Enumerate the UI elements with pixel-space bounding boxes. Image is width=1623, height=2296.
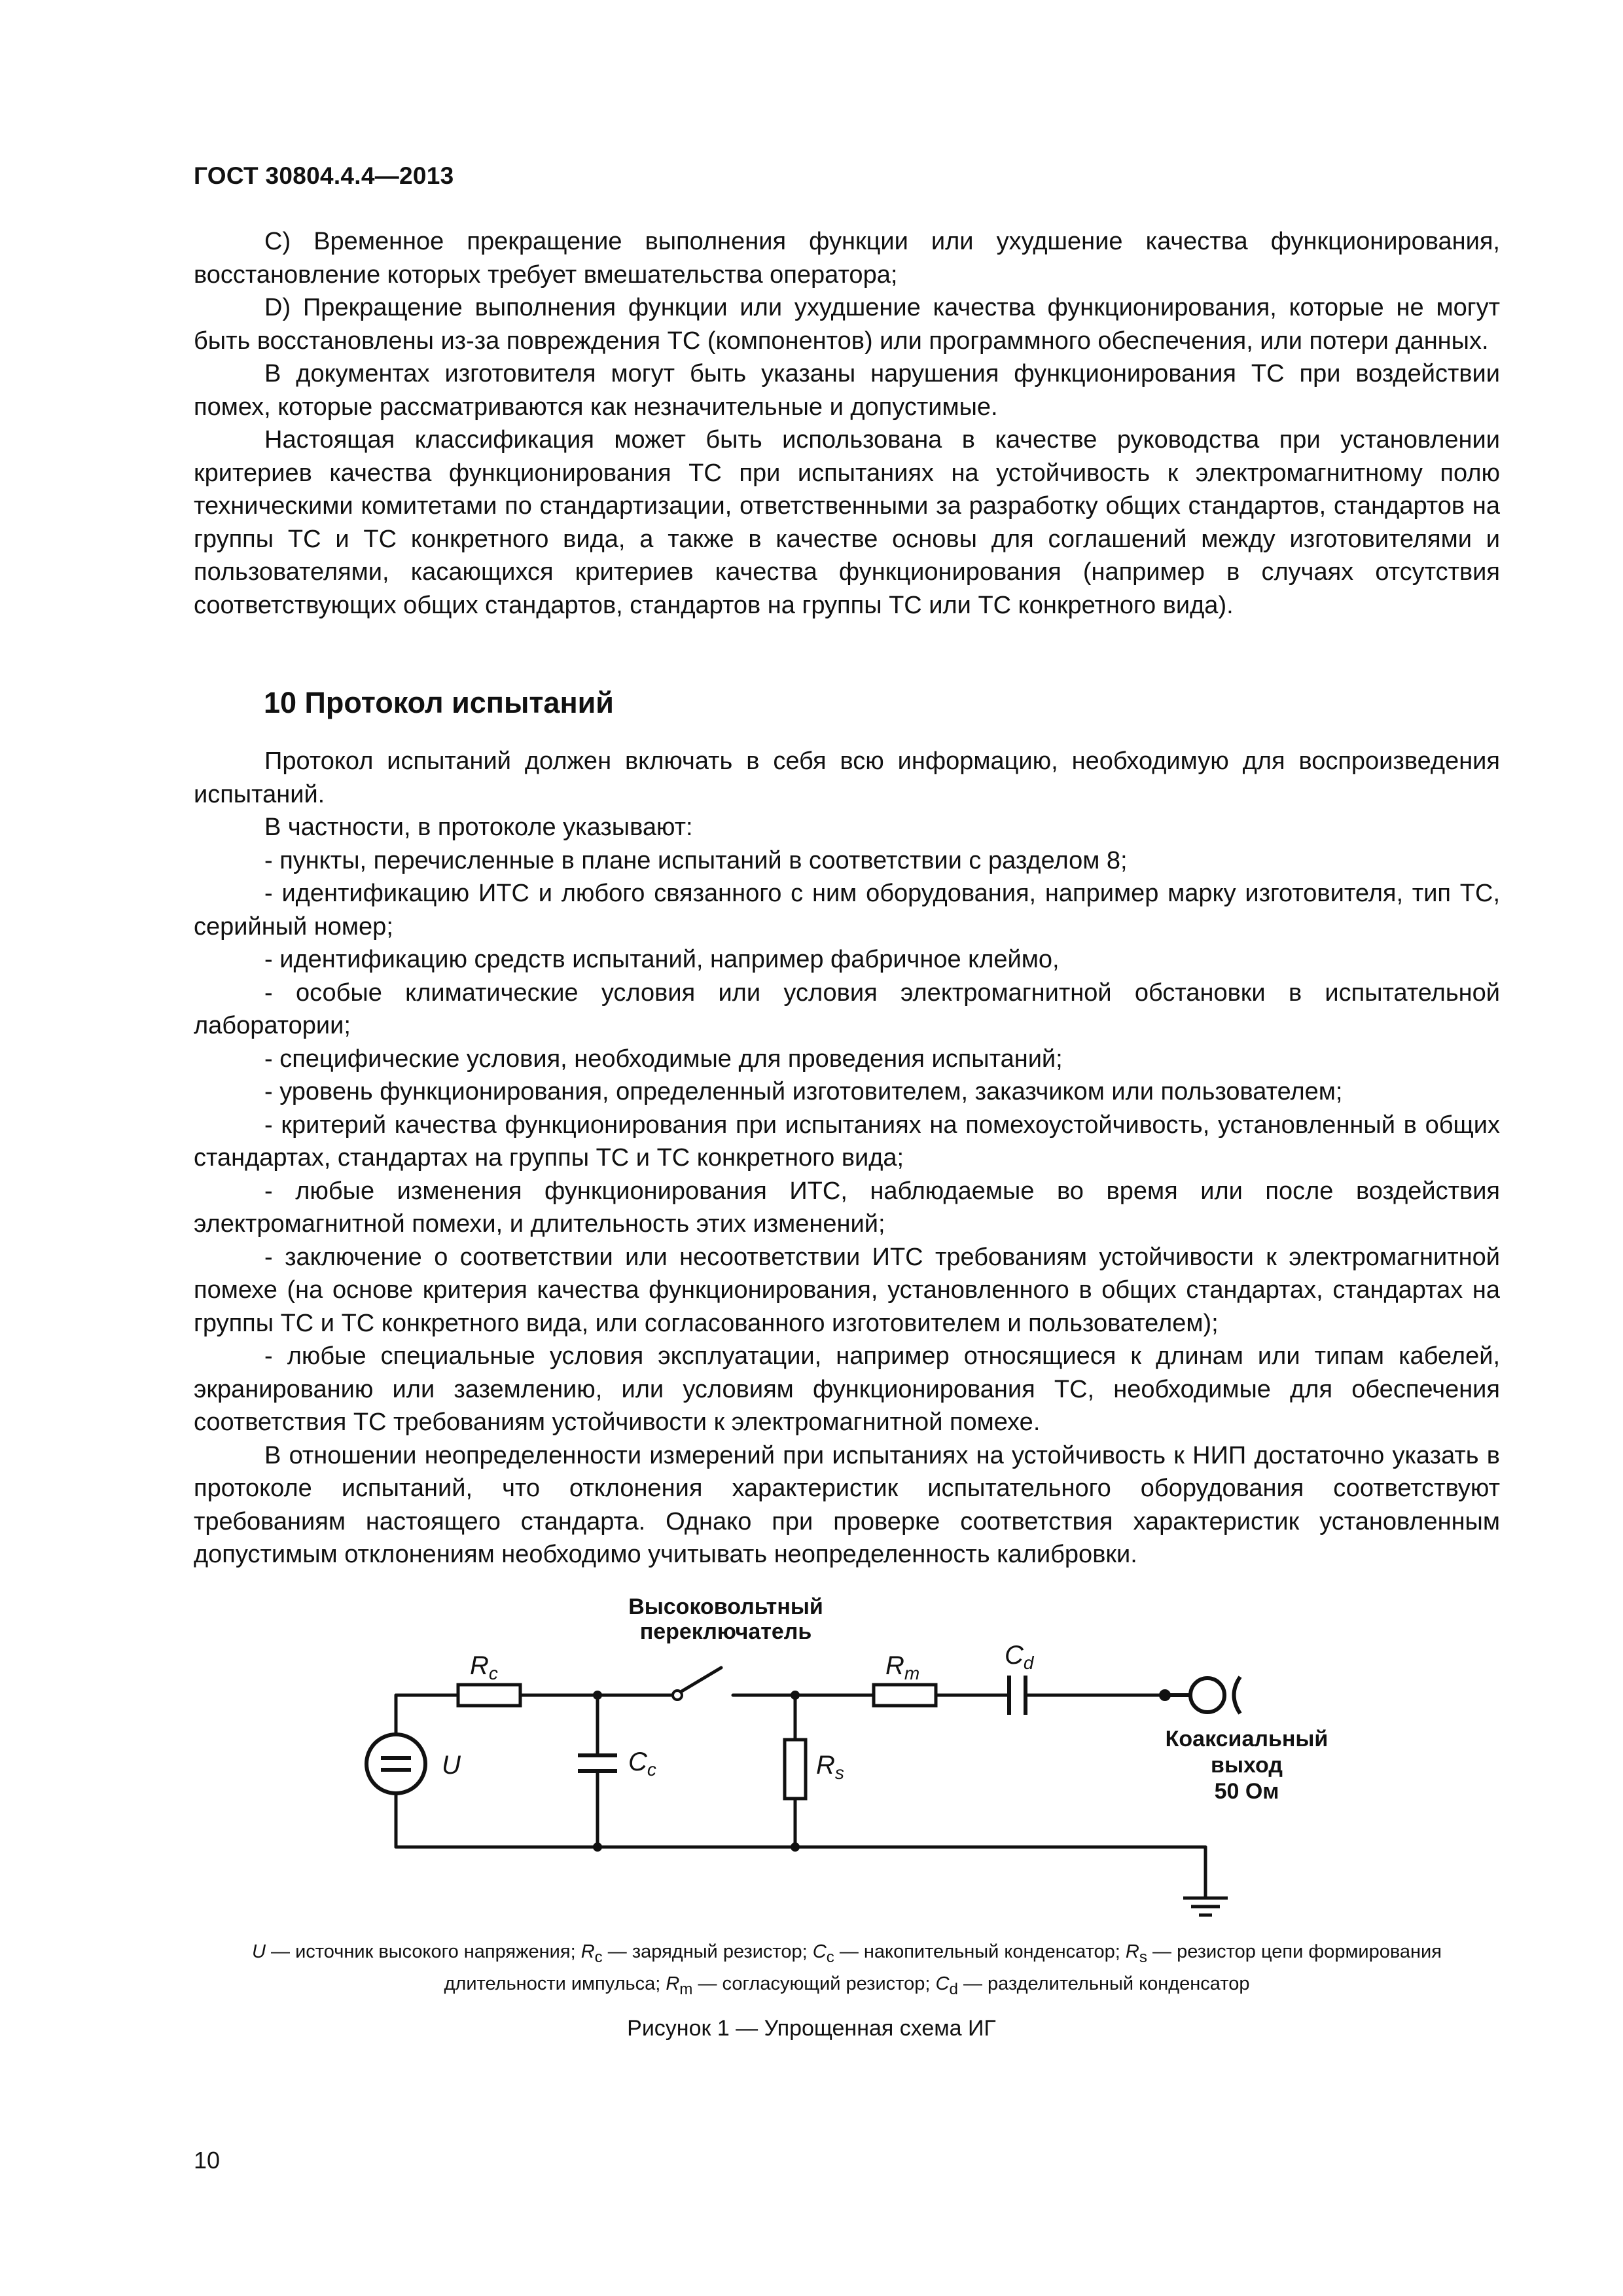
output-label: 50 Ом [1214, 1779, 1279, 1804]
rs-label: $R_s$ [816, 1751, 844, 1783]
paragraph: В отношении неопределенности измерений при испытаниях на устойчивость к НИП достаточно указать в протоколе испытаний, что отклонения характеристик испытательного оборудования соответствуют требованиям настоящего стандарта. Однако при проверке соответствия характеристик установленным допустимым отклонениям необходимо учитывать неопределенность калибровки. [194, 1441, 1500, 1568]
page-number: 10 [194, 2147, 221, 2174]
paragraph: В документах изготовителя могут быть указаны нарушения функционирования ТС при воздействии помех, которые рассматриваются как незначительные и допустимые. [194, 360, 1500, 421]
circuit-diagram [0, 1590, 1623, 1950]
body-text-block-1 [194, 225, 1500, 622]
switch-label: Высоковольтный [628, 1594, 823, 1619]
list-item: - пункты, перечисленные в плане испытаний в соответствии с разделом 8; [264, 846, 1128, 874]
hv-switch [673, 1668, 721, 1700]
rc-resistor [458, 1685, 520, 1706]
rc-label: $R_c$ [470, 1651, 498, 1683]
paragraph: В частности, в протоколе указывают: [264, 814, 693, 841]
rm-label: $R_m$ [885, 1651, 920, 1683]
paragraph: D) Прекращение выполнения функции или ухудшение качества функционирования, которые не могут быть восстановлены из-за повреждения ТС (компонентов) или программного обеспечения, или потери данных. [194, 294, 1500, 355]
list-item: - критерий качества функционирования при испытаниях на помехоустойчивость, установленный в общих стандартах, стандартах на группы ТС и ТС конкретного вида; [194, 1111, 1500, 1172]
list-item: - уровень функционирования, определенный изготовителем, заказчиком или пользователем; [264, 1078, 1343, 1105]
rm-resistor [874, 1685, 936, 1706]
ground-icon [1183, 1898, 1228, 1915]
figure-title: Рисунок 1 — Упрощенная схема ИГ [627, 2016, 996, 2041]
list-item: - особые климатические условия или условия электромагнитной обстановки в испытательной лаборатории; [194, 978, 1500, 1039]
list-item: - заключение о соответствии или несоответствии ИТС требованиям устойчивости к электромагнитной помехе (на основе критерия качества функционирования, установленного в общих стандартах, стандартах на группы ТС и ТС конкретного вида, или согласованного изготовителем и пользователем); [194, 1243, 1500, 1337]
junction-dots [593, 1689, 1171, 1852]
paragraph: С) Временное прекращение выполнения функции или ухудшение качества функционирования, восстановление которых требует вмешательства оператора; [194, 228, 1500, 289]
cc-label: $C_c$ [628, 1748, 656, 1780]
output-label: Коаксиальный [1165, 1727, 1329, 1751]
paragraph: Протокол испытаний должен включать в себя всю информацию, необходимую для воспроизведения испытаний. [194, 747, 1500, 808]
cd-label: $C_d$ [1005, 1641, 1034, 1673]
list-item: - любые изменения функционирования ИТС, наблюдаемые во время или после воздействия электромагнитной помехи, и длительность этих изменений; [194, 1177, 1500, 1238]
list-item: - любые специальные условия эксплуатации, например относящиеся к длинам или типам кабелей, экранированию или заземлению, или условиям функционирования ТС, необходимые для обеспечения соответствия ТС требованиям устойчивости к электромагнитной помехе. [194, 1342, 1500, 1436]
body-text-block-2 [194, 745, 1500, 1571]
cd-capacitor [1009, 1676, 1026, 1715]
paragraph: Настоящая классификация может быть использована в качестве руководства при установлении критериев качества функционирования ТС при испытаниях на устойчивость к электромагнитному полю техническими комитетами по стандартизации, ответственными за разработку общих стандартов, стандартов на группы ТС и ТС конкретного вида, а также в качестве основы для соглашений между изготовителями и пользователями, касающихся критериев качества функционирования (например в случаях отсутствия соответствующих общих стандартов, стандартов на группы ТС или ТС конкретного вида). [194, 426, 1500, 619]
voltage-source [366, 1734, 425, 1793]
section-heading: 10 Протокол испытаний [264, 686, 614, 719]
document-header: ГОСТ 30804.4.4—2013 [194, 162, 454, 189]
source-label: U [442, 1751, 461, 1780]
list-item: - идентификацию средств испытаний, например фабричное клеймо, [264, 946, 1060, 973]
switch-label: переключатель [639, 1619, 812, 1644]
rs-resistor [785, 1740, 806, 1799]
figure-legend: U — источник высокого напряжения; $R_c$ — зарядный резистор; $C_c$ — накопительный конденсатор; $R_s$ — резистор цепи формирования длительности импульса; $R_m$ — согласующий резистор; $C_d$ — разделительный конденсатор [252, 1941, 1442, 1998]
coaxial-connector-icon [1165, 1677, 1240, 1713]
list-item: - специфические условия, необходимые для проведения испытаний; [264, 1045, 1063, 1073]
output-label: выход [1211, 1753, 1283, 1778]
list-item: - идентификацию ИТС и любого связанного с ним оборудования, например марку изготовителя, тип ТС, серийный номер; [194, 880, 1500, 941]
cc-capacitor [578, 1755, 617, 1771]
